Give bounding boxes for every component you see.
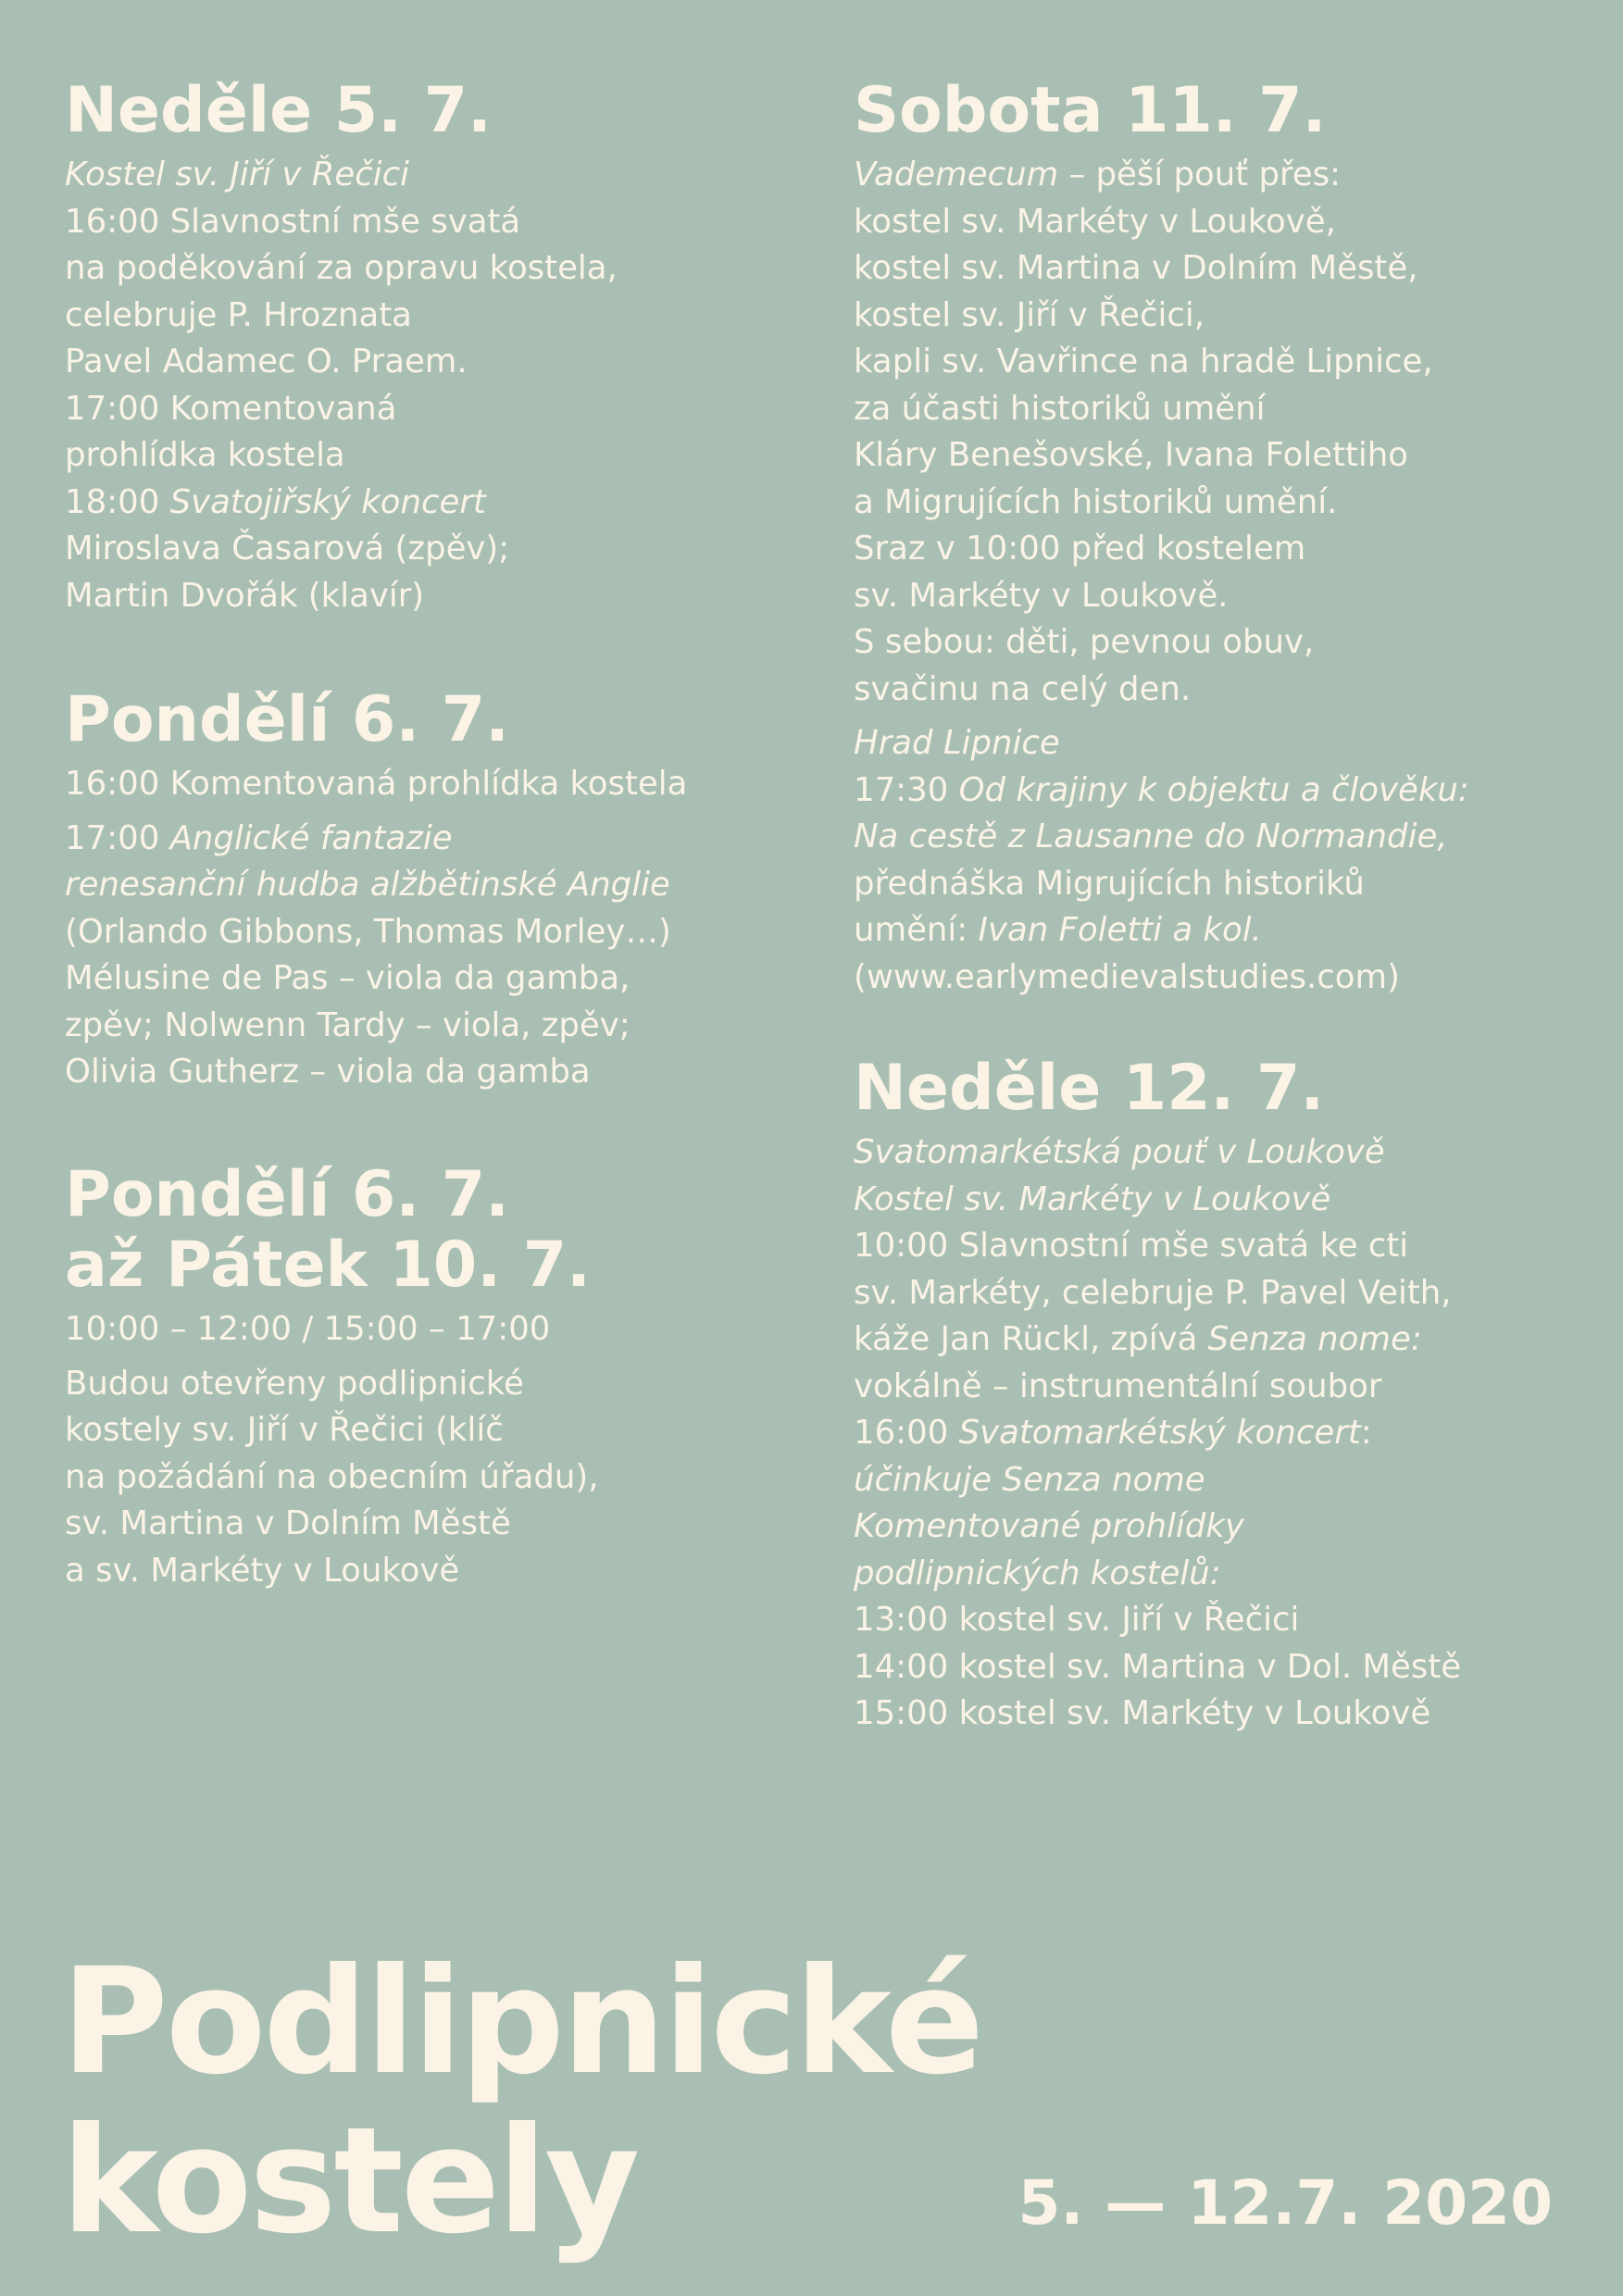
event-line [65,480,805,527]
event-line: 16:00 Slavnostní mše svatá [65,202,521,241]
event-line: Mélusine de Pas – viola da gamba, [65,959,630,997]
day-heading: Neděle 12. 7. [854,1052,1325,1125]
day-heading: Neděle 5. 7. [65,74,492,147]
day-block-monday-friday [65,1160,805,1594]
event-line: Na cestě z Lausanne do Normandie, [854,817,1448,855]
event-line: 17:00 Komentovaná [65,389,397,428]
event-title: Svatojiřský koncert [169,482,486,521]
event-line [854,907,1585,955]
day-heading: Sobota 11. 7. [854,74,1327,147]
day-block-sunday-12 [854,1054,1585,1738]
event-line: 15:00 kostel sv. Markéty v Loukově [854,1694,1431,1732]
event-line: vokálně – instrumentální soubor [854,1366,1382,1405]
day-heading: Pondělí 6. 7. [65,683,510,756]
event-title: Vademecum [854,156,1059,193]
event-line: a sv. Markéty v Loukově [65,1551,460,1590]
event-time: 18:00 [65,482,170,521]
event-line: podlipnických kostelů: [854,1554,1221,1592]
event-line: celebruje P. Hroznata [65,295,412,334]
event-line: 14:00 kostel sv. Martina v Dol. Městě [854,1647,1462,1686]
event-line [65,816,805,863]
event-line: na požádání na obecním úřadu), [65,1457,599,1496]
event-title: Anglické fantazie [169,818,453,857]
event-place: Hrad Lipnice [854,724,1060,762]
event-line: Martin Dvořák (klavír) [65,576,425,615]
event-line: svačinu na celý den. [854,669,1192,708]
event-line: Miroslava Časarová (zpěv); [65,530,510,568]
event-website: (www.earlymedievalstudies.com) [854,957,1400,996]
poster-title-line: kostely [61,2096,638,2266]
event-title: Ivan Foletti a kol. [978,911,1262,949]
day-block-saturday-11 [854,76,1585,1001]
event-line [854,152,1585,199]
event-line: renesanční hudba alžbětinské Anglie [65,866,670,904]
event-line: zpěv; Nolwenn Tardy – viola, zpěv; [65,1005,630,1044]
event-time: 17:00 [65,818,170,857]
event-line: 13:00 kostel sv. Jiří v Řečici [854,1601,1300,1639]
event-text: káže Jan Rückl, zpívá [854,1320,1208,1358]
event-line: Budou otevřeny podlipnické [65,1364,524,1403]
event-line: a Migrujících historiků umění. [854,482,1338,521]
event-text: – pěší pouť přes: [1058,156,1342,193]
event-line: kostely sv. Jiří v Řečici (klíč [65,1411,504,1449]
event-title: Svatomarkétský koncert [958,1414,1361,1452]
event-text: umění: [854,911,979,949]
event-line: kapli sv. Vavřince na hradě Lipnice, [854,343,1433,381]
day-heading: až Pátek 10. 7. [65,1229,591,1302]
day-block-sunday-5 [65,76,805,619]
event-line: přednáška Migrujících historiků [854,864,1365,903]
event-line: Svatomarkétská pouť v Loukově [854,1133,1385,1171]
event-line: 16:00 Komentovaná prohlídka kostela [65,765,688,803]
event-line: za účasti historiků umění [854,389,1266,428]
event-line: Olivia Gutherz – viola da gamba [65,1053,591,1091]
event-line: Kláry Benešovské, Ivana Folettiho [854,436,1409,474]
festival-date-range: 5. — 12.7. 2020 [1017,2167,1553,2239]
event-time: 16:00 [854,1414,959,1452]
event-title: Senza nome: [1207,1320,1422,1358]
event-line: 10:00 Slavnostní mše svatá ke cti [854,1227,1409,1265]
event-line [854,1410,1585,1457]
event-line: sv. Martina v Dolním Městě [65,1504,511,1542]
event-line: účinkuje Senza nome [854,1460,1205,1499]
event-line: (Orlando Gibbons, Thomas Morley…) [65,912,671,951]
poster-title-line: Podlipnické [61,1937,982,2107]
event-line: Sraz v 10:00 před kostelem [854,530,1306,568]
event-text: : [1360,1414,1372,1452]
event-title: Od krajiny k objektu a člověku: [958,770,1469,809]
day-heading: Pondělí 6. 7. [65,1158,510,1231]
event-line: kostel sv. Markéty v Loukově, [854,202,1336,241]
opening-hours: 10:00 – 12:00 / 15:00 – 17:00 [65,1310,551,1348]
event-line: na poděkování za opravu kostela, [65,249,618,287]
event-line [854,1316,1585,1364]
event-line: sv. Markéty v Loukově. [854,576,1229,615]
event-line: Komentované prohlídky [854,1507,1244,1545]
event-place: Kostel sv. Jiří v Řečici [65,156,409,193]
day-block-monday-6 [65,685,805,1096]
event-place: Kostel sv. Markéty v Loukově [854,1179,1331,1218]
event-line: kostel sv. Jiří v Řečici, [854,295,1205,334]
event-line: Pavel Adamec O. Praem. [65,343,468,381]
event-line [854,767,1585,815]
event-time: 17:30 [854,770,959,809]
event-line: prohlídka kostela [65,436,345,474]
event-line: kostel sv. Martina v Dolním Městě, [854,249,1418,287]
poster-title [61,1937,982,2266]
event-line: sv. Markéty, celebruje P. Pavel Veith, [854,1273,1452,1312]
event-line: S sebou: děti, pevnou obuv, [854,623,1315,661]
